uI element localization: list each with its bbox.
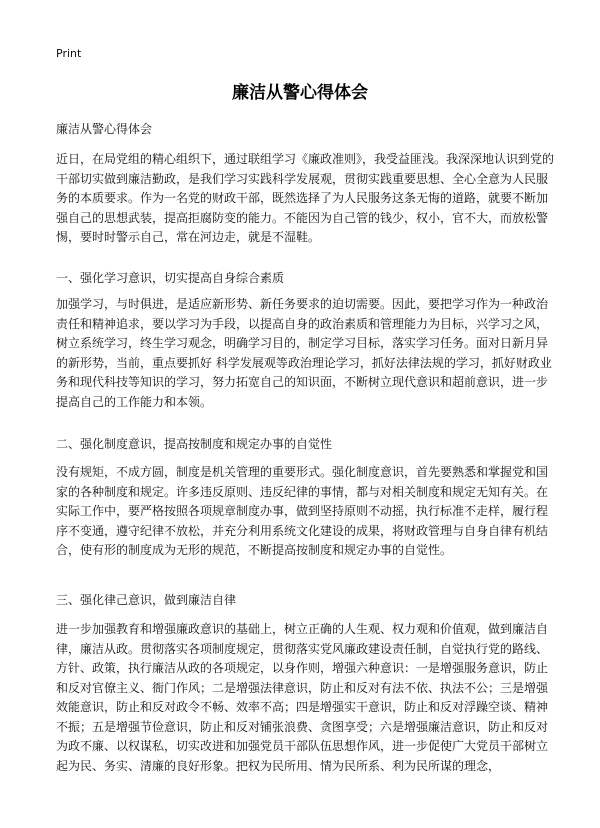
print-label: Print — [56, 47, 82, 60]
intro-paragraph: 近日，在局党组的精心组织下，通过联组学习《廉政准则》，我受益匪浅。我深深地认识到党的干部切实做到廉洁勤政，是我们学习实践科学发展观，贯彻实践重要思想、全心全意为人民服务的本质要求。作为一名党的财政干部，既然选择了为人民服务这条无悔的道路，就要不断加强自己的思想武装，提高拒腐防变的能力。不能因为自己管的钱少，权小，官不大，而放松警惕，要时时警示自己，常在河边走，就是不湿鞋。 — [56, 152, 555, 244]
section-3-paragraph: 进一步加强教育和增强廉政意识的基础上，树立正确的人生观、权力观和价值观，做到廉洁自律，廉洁从政。贯彻落实各项制度规定，贯彻落实党风廉政建设责任制，自觉执行党的路线、方针、政策，执行廉洁从政的各项规定，以身作则，增强六种意识：一是增强服务意识，防止和反对官僚主义、衙门作风；二是增强法律意识，防止和反对有法不依、执法不公；三是增强效能意识，防止和反对政令不畅、效率不高；四是增强实干意识，防止和反对浮躁空谈、精神不振；五是增强节俭意识，防止和反对铺张浪费、贪图享受；六是增强廉洁意识，防止和反对为政不廉、以权谋私，切实改进和加强党员干部队伍思想作风，进一步促使广大党员干部树立起为民、务实、清廉的良好形象。把权为民所用、情为民所系、利为民所谋的理念， — [56, 622, 549, 773]
page-title: 廉洁从警心得体会 — [232, 83, 368, 103]
section-2-paragraph: 没有规矩，不成方圆，制度是机关管理的重要形式。强化制度意识，首先要熟悉和掌握党和国家的各种制度和规定。许多违反原则、违反纪律的事情，都与对相关制度和规定无知有关。在实际工作中，要严格按照各项规章制度办事，做到坚持原则不动摇，执行标准不走样，履行程序不变通，遵守纪律不放松，并充分利用系统文化建设的成果，将财政管理与自身自律有机结合，使有形的制度成为无形的规范，不断提高按制度和规定办事的自觉性。 — [56, 465, 549, 557]
section-heading-2: 二、强化制度意识，提高按制度和规定办事的自觉性 — [56, 437, 333, 451]
document-subtitle: 廉洁从警心得体会 — [56, 122, 153, 136]
section-heading-1: 一、强化学习意识，切实提高自身综合素质 — [56, 271, 285, 285]
section-heading-3: 三、强化律己意识，做到廉洁自律 — [56, 593, 237, 607]
section-1-paragraph: 加强学习，与时俱进，是适应新形势、新任务要求的迫切需要。因此，要把学习作为一种政治责任和精神追求，要以学习为手段，以提高自身的政治素质和管理能力为目标，兴学习之风，树立系统学习，终生学习观念，明确学习目的，制定学习目标，落实学习任务。面对日新月异的新形势，当前，重点要抓好 科学发展观等政治理论学习，抓好法律法规的学习，抓好财政业务和现代科技等知识的学习，努力拓宽自己的知识面，不断树立现代意识和超前意识，进一步提高自己的工作能力和本领。 — [56, 297, 552, 409]
